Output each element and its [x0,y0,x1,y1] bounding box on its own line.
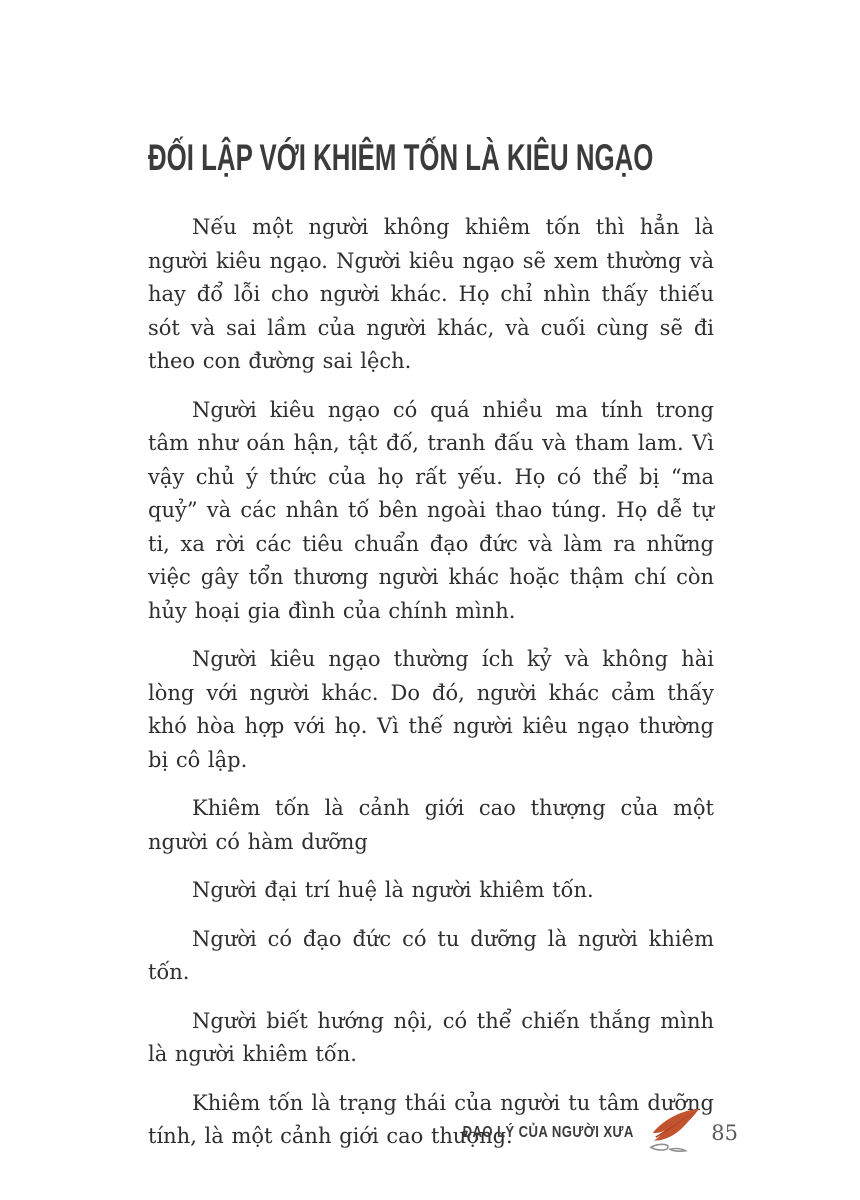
paragraph: Người đại trí huệ là người khiêm tốn. [192,878,594,903]
paragraph: Người kiêu ngạo có quá nhiều ma tính trong tâm như oán hận, tật đố, tranh đấu và tham lam. Vì vậy chủ ý thức của họ rất yếu. Họ có thể bị “ma quỷ” và các nhân tố bên ngoài thao túng. Họ dễ tự ti, xa rời các tiêu chuẩn đạo đức và làm ra những việc gây tổn thương người khác hoặc thậm chí còn hủy hoại gia đình của chính mình. [148,397,714,623]
paragraph: Khiêm tốn là trạng thái của người tu tâm dưỡng tính, là một cảnh giới cao thượng. [148,1090,714,1149]
paragraph: Khiêm tốn là cảnh giới cao thượng của một người có hàm dưỡng [148,796,714,854]
paragraph: Người kiêu ngạo thường ích kỷ và không hài lòng với người khác. Do đó, người khác cảm thấy khó hòa hợp với họ. Vì thế người kiêu ngạo thường bị cô lập. [148,647,714,772]
book-title: ĐẠO LÝ CỦA NGƯỜI XƯA [462,1124,634,1141]
page-footer [425,1106,738,1160]
page-number: 85 [711,1121,738,1145]
chapter-heading: ĐỐI LẬP VỚI KHIÊM TỐN LÀ KIÊU NGẠO [148,137,654,179]
page-content [148,137,714,1169]
paragraph: Người biết hướng nội, có thể chiến thắng mình là người khiêm tốn. [148,1008,714,1067]
paragraph: Người có đạo đức có tu dưỡng là người khiêm tốn. [148,926,714,985]
quill-feather-icon [641,1106,703,1160]
paragraph: Nếu một người không khiêm tốn thì hẳn là người kiêu ngạo. Người kiêu ngạo sẽ xem thường và hay đổ lỗi cho người khác. Họ chỉ nhìn thấy thiếu sót và sai lầm của người khác, và cuối cùng sẽ đi theo con đường sai lệch. [148,215,714,374]
